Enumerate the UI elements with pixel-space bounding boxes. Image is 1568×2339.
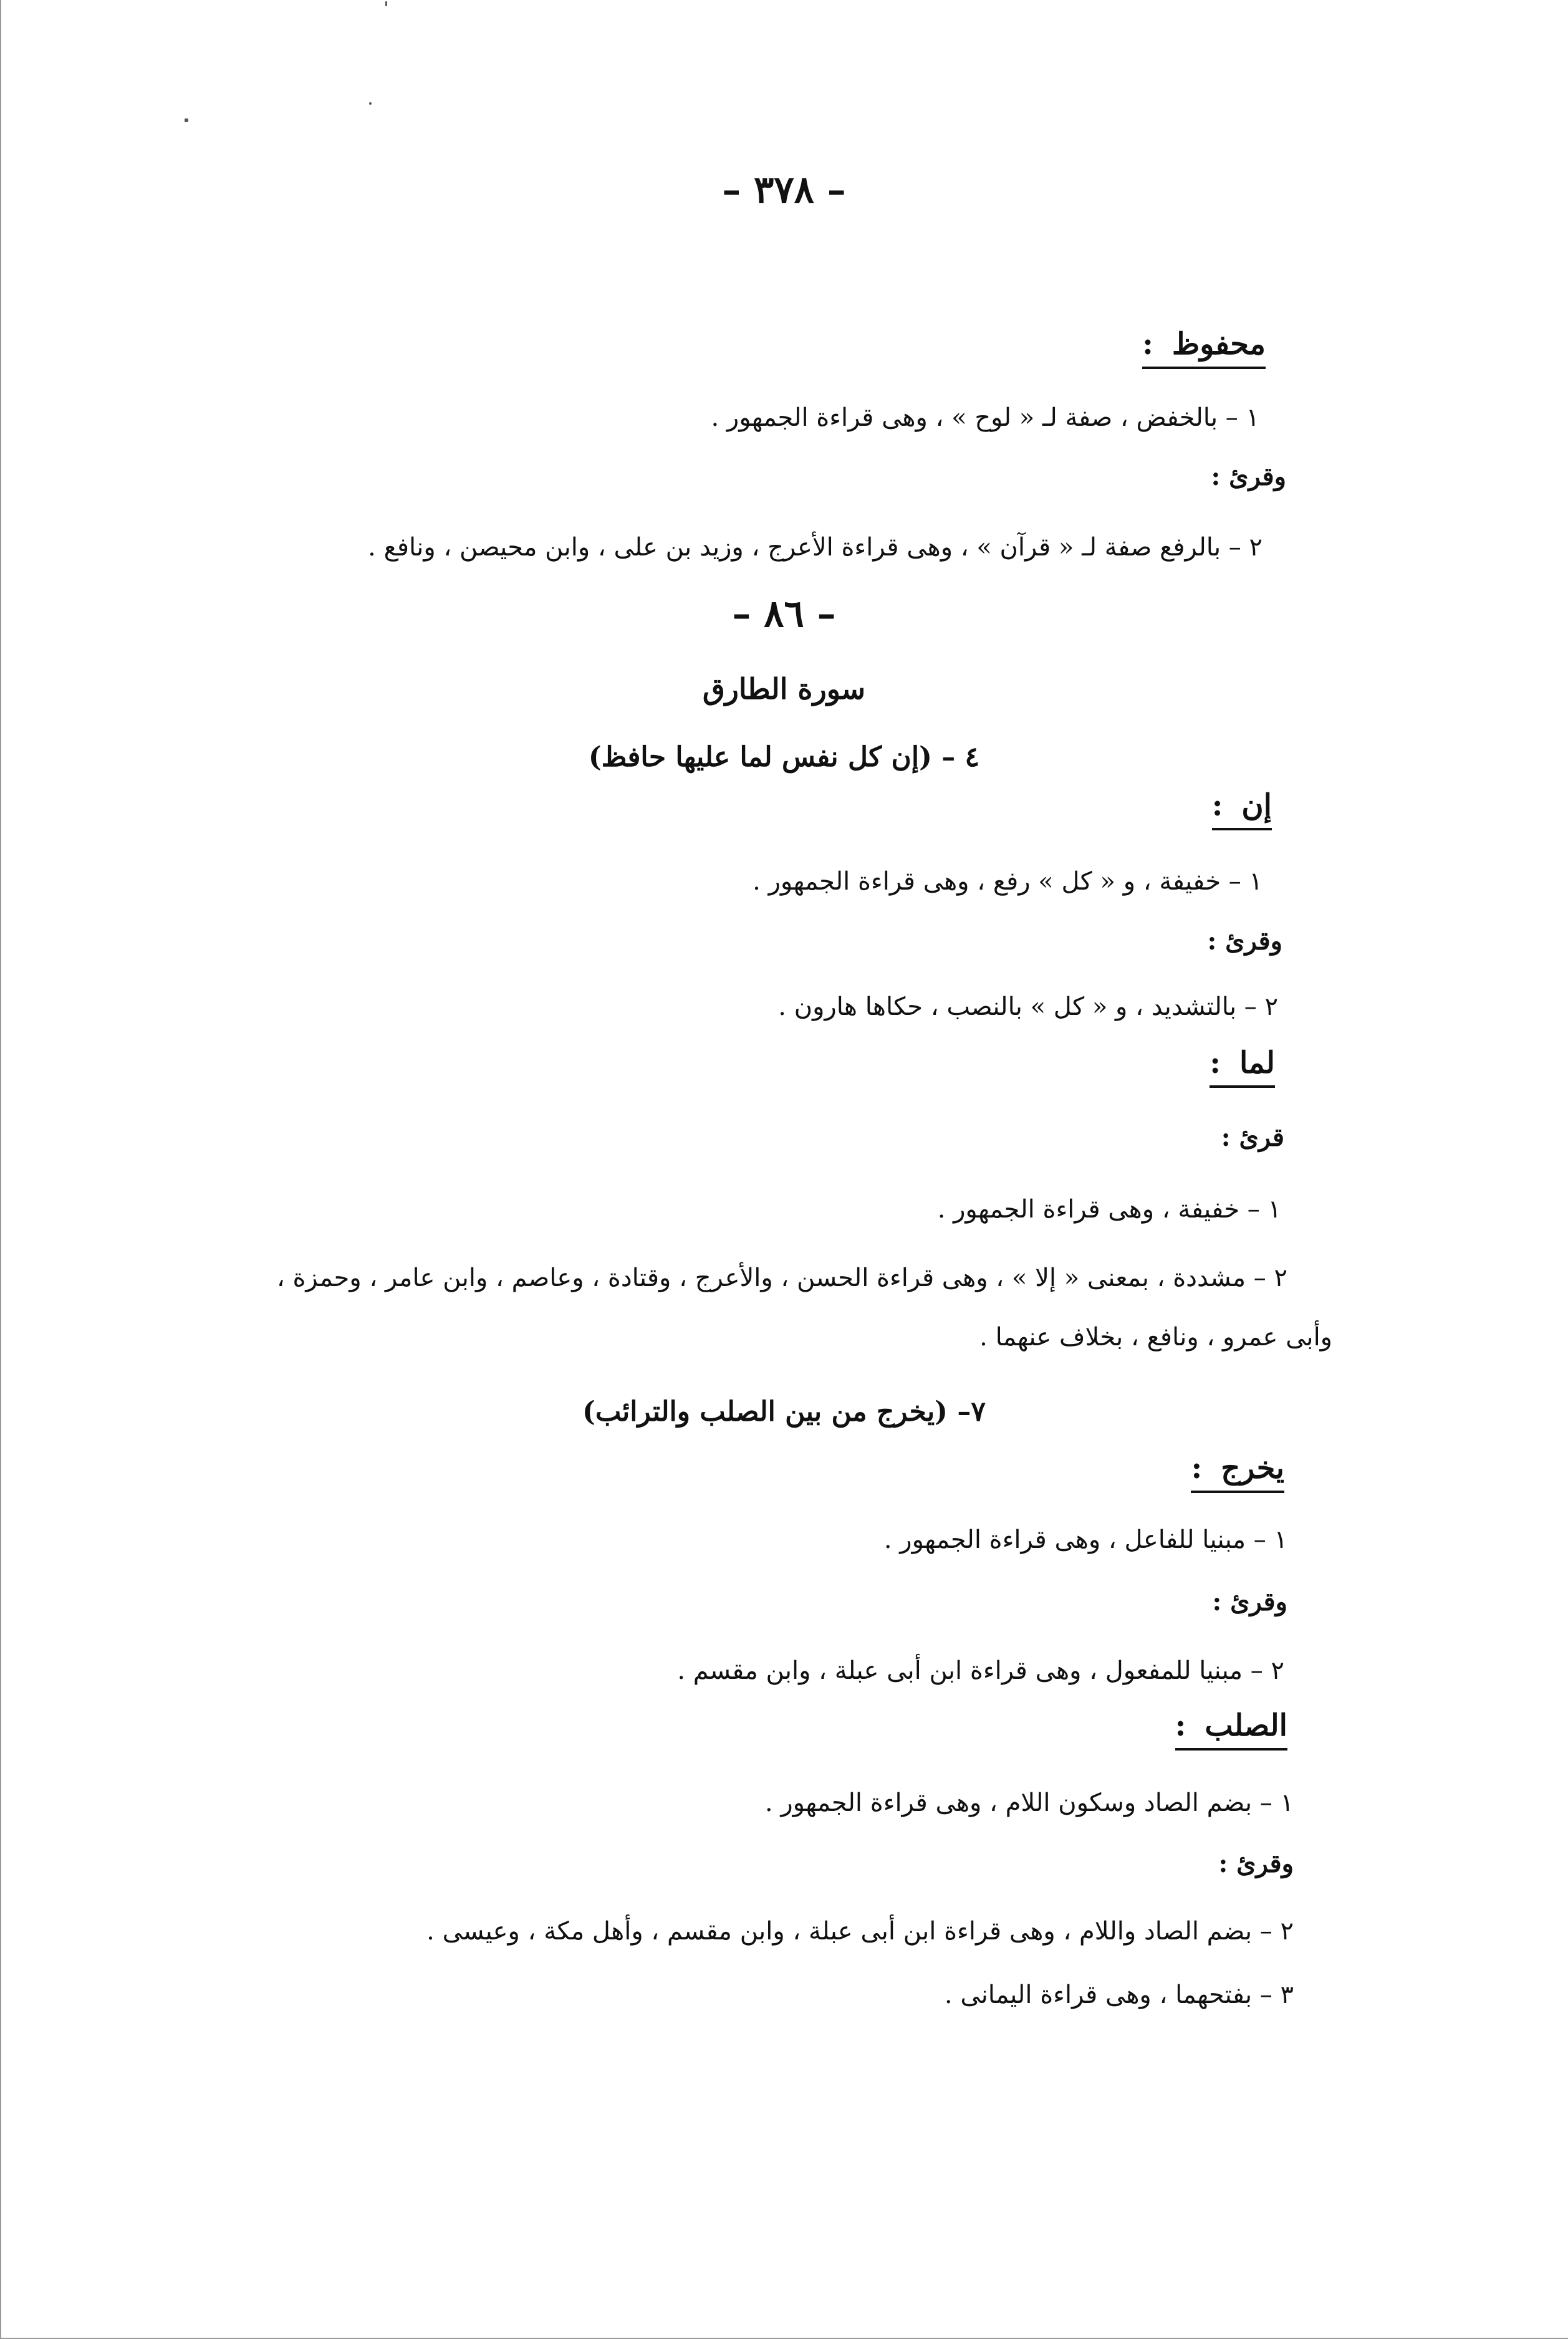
reading-line: ١ – خفيفة ، وهى قراءة الجمهور .: [937, 1195, 1281, 1224]
qurie-label: قرئ :: [1221, 1123, 1284, 1152]
reading-line: ١ – بالخفض ، صفة لـ « لوح » ، وهى قراءة الجمهور .: [711, 403, 1259, 432]
heading-word: يخرج: [1221, 1451, 1284, 1486]
reading-line: ٢ – بالتشديد ، و « كل » بالنصب ، حكاها هارون .: [778, 992, 1278, 1021]
word-heading-mahfuz: [1142, 325, 1266, 369]
reading-line: ٢ – مشددة ، بمعنى « إلا » ، وهى قراءة الحسن ، والأعرج ، وقتادة ، وعاصم ، وابن عامر ، وحمزة ،: [276, 1264, 1287, 1292]
verse-4: ٤ – (إن كل نفس لما عليها حافظ): [588, 741, 980, 773]
word-heading-sulb: [1175, 1707, 1287, 1751]
reading-line: ٢ – بضم الصاد واللام ، وهى قراءة ابن أبى عبلة ، وابن مقسم ، وأهل مكة ، وعيسى .: [426, 1917, 1294, 1946]
reading-line: ١ – بضم الصاد وسكون اللام ، وهى قراءة الجمهور .: [764, 1789, 1294, 1817]
section-number: – ٨٦ –: [732, 592, 836, 636]
surah-title: سورة الطارق: [702, 672, 866, 706]
scan-speck: [369, 102, 372, 105]
heading-word: الصلب: [1205, 1708, 1287, 1743]
heading-word: لما: [1239, 1045, 1275, 1080]
reading-line: ١ – مبنيا للفاعل ، وهى قراءة الجمهور .: [883, 1525, 1287, 1554]
word-heading-in: [1212, 787, 1272, 830]
scan-speck: [385, 1, 387, 6]
reading-line: وأبى عمرو ، ونافع ، بخلاف عنهما .: [979, 1323, 1332, 1352]
heading-word: إن: [1241, 788, 1272, 823]
heading-colon: :: [1210, 1045, 1221, 1080]
verse-7: ٧– (يخرج من بين الصلب والترائب): [582, 1396, 986, 1428]
reading-line: ٢ – مبنيا للمفعول ، وهى قراءة ابن أبى عبلة ، وابن مقسم .: [677, 1656, 1284, 1685]
page-number: – ٣٧٨ –: [722, 168, 846, 212]
heading-colon: :: [1211, 788, 1223, 823]
qurie-label: وقرئ :: [1207, 926, 1282, 956]
heading-colon: :: [1142, 327, 1153, 362]
reading-line: ٣ – بفتحهما ، وهى قراءة اليمانى .: [944, 1981, 1294, 2009]
word-heading-yakhruj: [1191, 1449, 1284, 1493]
heading-word: محفوظ: [1171, 327, 1266, 362]
qurie-label: وقرئ :: [1212, 1587, 1287, 1616]
qurie-label: وقرئ :: [1211, 462, 1286, 491]
reading-line: ٢ – بالرفع صفة لـ « قرآن » ، وهى قراءة الأعرج ، وزيد بن على ، وابن محيصن ، ونافع .: [368, 533, 1263, 562]
scan-speck: [185, 118, 188, 122]
heading-colon: :: [1191, 1451, 1203, 1486]
word-heading-lamma: [1210, 1044, 1275, 1088]
reading-line: ١ – خفيفة ، و « كل » رفع ، وهى قراءة الجمهور .: [753, 867, 1263, 896]
qurie-label: وقرئ :: [1218, 1849, 1294, 1878]
heading-colon: :: [1175, 1708, 1186, 1743]
